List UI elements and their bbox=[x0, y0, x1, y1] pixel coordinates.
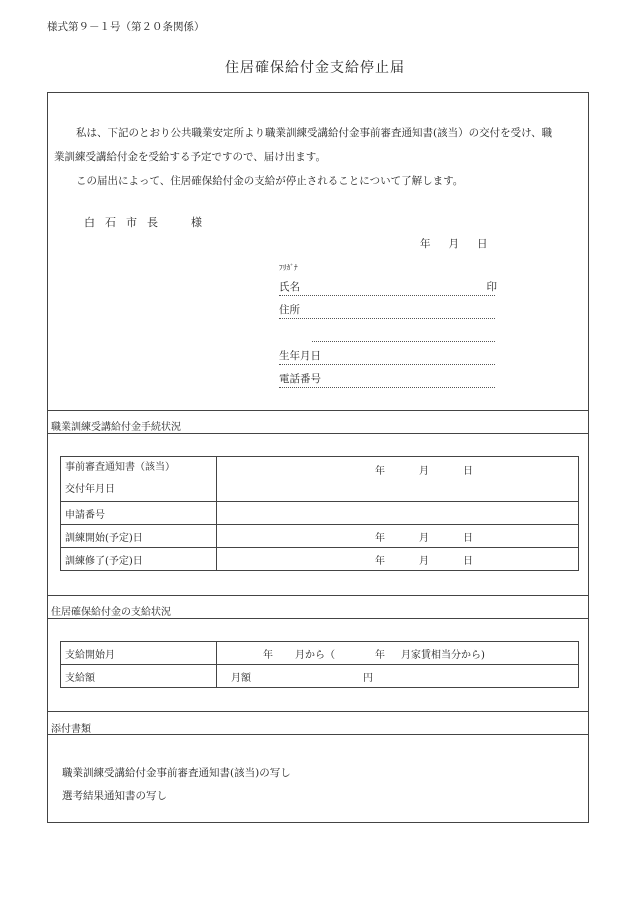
month-label: 月 bbox=[419, 555, 429, 567]
intro-line-3: この届出によって、住居確保給付金の支給が停止されることについて了解します。 bbox=[76, 175, 464, 187]
payment-status-table bbox=[60, 641, 579, 688]
start-month-label: 支給開始月 bbox=[61, 642, 217, 665]
section-payment-status: 住居確保給付金の支給状況 bbox=[51, 607, 171, 618]
year-label: 年 bbox=[375, 532, 385, 544]
day-label: 日 bbox=[463, 466, 473, 477]
notice-date-label bbox=[61, 457, 217, 502]
divider bbox=[48, 618, 588, 619]
divider bbox=[48, 734, 588, 735]
month-label: 月 bbox=[419, 532, 429, 544]
day-label: 日 bbox=[463, 555, 473, 567]
month-label: 月 bbox=[419, 466, 429, 477]
seal-label: 印 bbox=[486, 281, 497, 293]
training-end-input[interactable] bbox=[217, 548, 579, 571]
divider bbox=[48, 433, 588, 434]
notice-label-line2: 交付年月日 bbox=[65, 484, 115, 495]
year-label: 年 bbox=[263, 649, 273, 661]
divider bbox=[48, 410, 588, 411]
address-field[interactable] bbox=[279, 302, 495, 319]
address-label: 住所 bbox=[279, 304, 300, 316]
intro-line-1: 私は、下記のとおり公共職業安定所より職業訓練受講給付金事前審査通知書(該当）の交付を受け、職 bbox=[76, 127, 553, 139]
month-from-label: 月から（ bbox=[295, 649, 335, 661]
date-group bbox=[375, 552, 574, 567]
birthdate-field[interactable] bbox=[279, 348, 495, 365]
section-training-status: 職業訓練受講給付金手続状況 bbox=[51, 422, 181, 433]
phone-label: 電話番号 bbox=[279, 373, 321, 385]
name-field[interactable] bbox=[279, 279, 495, 296]
divider bbox=[48, 595, 588, 596]
divider bbox=[48, 711, 588, 712]
start-month-text bbox=[263, 646, 574, 661]
intro-text bbox=[54, 121, 579, 193]
yen-label: 円 bbox=[363, 672, 373, 684]
start-month-input[interactable] bbox=[217, 642, 579, 665]
training-end-label: 訓練修了(予定)日 bbox=[61, 548, 217, 571]
application-number-input[interactable] bbox=[217, 502, 579, 525]
address-field-line2[interactable] bbox=[312, 325, 495, 342]
amount-input[interactable] bbox=[217, 665, 579, 688]
year-label: 年 bbox=[375, 555, 385, 567]
page-title: 住居確保給付金支給停止届 bbox=[225, 60, 405, 76]
attachment-item: 選考結果通知書の写し bbox=[62, 790, 167, 802]
training-start-input[interactable] bbox=[217, 525, 579, 548]
training-status-table bbox=[60, 456, 579, 571]
submission-date[interactable] bbox=[420, 236, 488, 251]
day-label: 日 bbox=[463, 532, 473, 544]
day-label: 日 bbox=[477, 238, 488, 250]
name-label: 氏名 bbox=[279, 281, 300, 293]
section-attachments: 添付書類 bbox=[51, 724, 91, 735]
monthly-label: 月額 bbox=[231, 672, 251, 684]
birthdate-label: 生年月日 bbox=[279, 350, 321, 362]
furigana-label: ﾌﾘｶﾞﾅ bbox=[279, 263, 298, 272]
notice-label-line1: 事前審査通知書（該当） bbox=[65, 462, 175, 473]
intro-line-2: 業訓練受講給付金を受給する予定ですので、届け出ます。 bbox=[54, 151, 326, 163]
amount-text bbox=[231, 669, 574, 684]
training-start-label: 訓練開始(予定)日 bbox=[61, 525, 217, 548]
month-label: 月 bbox=[448, 238, 459, 250]
form-number: 様式第９－１号（第２０条関係） bbox=[47, 21, 205, 33]
rent-equivalent-label: 月家賃相当分から) bbox=[401, 649, 485, 661]
addressee-honorific: 様 bbox=[191, 216, 202, 229]
addressee-name: 白石市長 bbox=[84, 216, 168, 229]
year-label: 年 bbox=[375, 466, 385, 477]
year-label: 年 bbox=[375, 649, 385, 661]
amount-label: 支給額 bbox=[61, 665, 217, 688]
date-group bbox=[375, 529, 574, 544]
phone-field[interactable] bbox=[279, 371, 495, 388]
year-label: 年 bbox=[420, 238, 431, 250]
attachment-item: 職業訓練受講給付金事前審査通知書(該当)の写し bbox=[62, 767, 291, 779]
application-number-label: 申請番号 bbox=[61, 502, 217, 525]
notice-date-input[interactable] bbox=[217, 457, 579, 502]
date-group bbox=[375, 462, 574, 477]
